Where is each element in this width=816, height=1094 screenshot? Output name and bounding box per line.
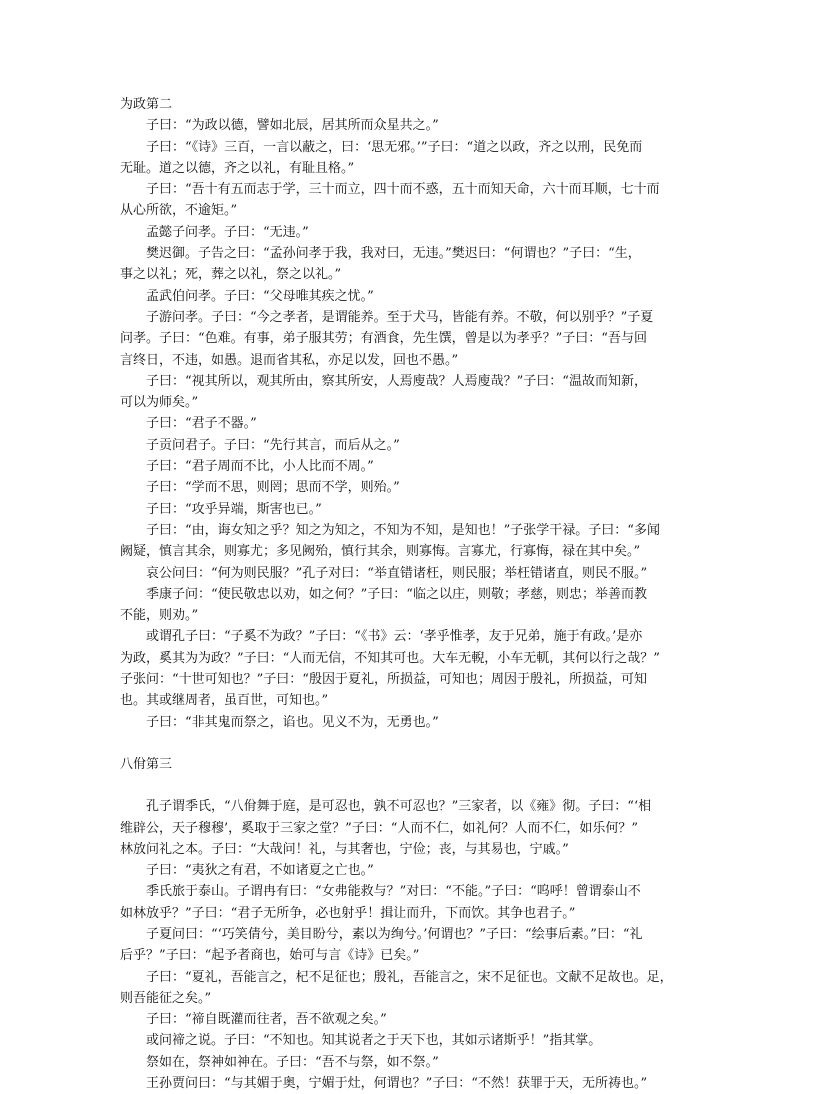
text-line: 子曰：“吾十有五而志于学，三十而立，四十而不惑，五十而知天命，六十而耳顺，七十而 bbox=[146, 182, 660, 198]
text-line: 后乎？”子曰：“起予者商也，始可与言《诗》已矣。” bbox=[120, 948, 420, 964]
text-line: 问孝。子曰：“色难。有事，弟子服其劳；有酒食，先生馔，曾是以为孝乎？”子曰：“吾与回 bbox=[120, 331, 647, 347]
text-line: 孟懿子问孝。子曰：“无违。” bbox=[146, 224, 309, 240]
text-line: 如林放乎？”子曰：“君子无所争，必也射乎！揖让而升，下而饮。其争也君子。” bbox=[120, 905, 576, 921]
text-line: 子曰：“为政以德，譬如北辰，居其所而众星共之。” bbox=[146, 118, 439, 134]
text-line: 祭如在，祭神如神在。子曰：“吾不与祭，如不祭。” bbox=[146, 1054, 439, 1070]
text-line: 维辟公，天子穆穆’，奚取于三家之堂？”子曰：“人而不仁，如礼何？人而不仁，如乐何？” bbox=[120, 820, 639, 836]
text-line: 从心所欲，不逾矩。” bbox=[120, 203, 238, 219]
text-line: 子夏问曰：“‘巧笑倩兮，美目盼兮，素以为绚兮。’何谓也？”子曰：“绘事后素。”曰：“礼 bbox=[146, 926, 643, 942]
section-gap bbox=[120, 733, 720, 754]
text-line: 子曰：“攻乎异端，斯害也已。” bbox=[146, 501, 322, 517]
chapter-title: 为政第二 bbox=[120, 97, 173, 112]
text-line: 子曰：“夏礼，吾能言之，杞不足征也；殷礼，吾能言之，宋不足征也。文献不足故也。足， bbox=[146, 969, 673, 985]
text-line: 子曰：“由，诲女知之乎？知之为知之，不知为不知，是知也！”子张学干禄。子曰：“多闻 bbox=[146, 522, 660, 538]
text-line: 王孙贾问曰：“与其媚于奥，宁媚于灶，何谓也？”子曰：“不然！获罪于天，无所祷也。” bbox=[146, 1076, 648, 1092]
text-line: 或谓孔子曰：“子奚不为政？”子曰：“《书》云：‘孝乎惟孝，友于兄弟，施于有政。’是亦 bbox=[146, 629, 643, 645]
text-line: 无耻。道之以德，齐之以礼，有耻且格。” bbox=[120, 160, 355, 176]
text-line: 子曰：“君子不器。” bbox=[146, 416, 257, 432]
text-line: 子曰：“视其所以，观其所由，察其所安，人焉廋哉？人焉廋哉？”子曰：“温故而知新， bbox=[146, 373, 647, 389]
chapter-body bbox=[120, 796, 720, 1094]
text-line: 孔子谓季氏，“八佾舞于庭，是可忍也，孰不可忍也？”三家者，以《雍》彻。子曰：“‘相 bbox=[146, 799, 652, 815]
text-line: 季氏旅于泰山。子谓冉有曰：“女弗能救与？”对曰：“不能。”子曰：“呜呼！曾谓泰山不 bbox=[146, 884, 641, 900]
text-line: 子曰：“非其鬼而祭之，谄也。见义不为，无勇也。” bbox=[146, 714, 439, 730]
text-line: 也。其或继周者，虽百世，可知也。” bbox=[120, 693, 329, 709]
text-line: 可以为师矣。” bbox=[120, 395, 199, 411]
chapter-body bbox=[120, 115, 720, 733]
text-line: 子曰：“禘自既灌而往者，吾不欲观之矣。” bbox=[146, 1012, 387, 1028]
text-line: 哀公问曰：“何为则民服？”孔子对曰：“举直错诸枉，则民服；举枉错诸直，则民不服。” bbox=[146, 565, 648, 581]
text-line: 不能，则劝。” bbox=[120, 608, 199, 624]
text-line: 言终日，不违，如愚。退而省其私，亦足以发，回也不愚。” bbox=[120, 352, 459, 368]
text-line: 林放问礼之本。子曰：“大哉问！礼，与其奢也，宁俭；丧，与其易也，宁戚。” bbox=[120, 841, 569, 857]
text-line: 子游问孝。子曰：“今之孝者，是谓能养。至于犬马，皆能有养。不敬，何以别乎？”子夏 bbox=[146, 309, 654, 325]
text-line: 樊迟御。子告之曰：“孟孙问孝于我，我对曰，无违。”樊迟曰：“何谓也？”子曰：“生， bbox=[146, 246, 641, 262]
text-line: 则吾能征之矣。” bbox=[120, 990, 212, 1006]
text-line: 子曰：“夷狄之有君，不如诸夏之亡也。” bbox=[146, 863, 374, 879]
text-line: 子曰：“君子周而不比，小人比而不周。” bbox=[146, 459, 374, 475]
chapter-title: 八佾第三 bbox=[120, 756, 173, 772]
text-line: 为政，奚其为为政？”子曰：“人而无信，不知其可也。大车无輗，小车无軏，其何以行之哉？” bbox=[120, 650, 660, 666]
text-line: 子张问：“十世可知也？”子曰：“殷因于夏礼，所损益，可知也；周因于殷礼，所损益，可知 bbox=[120, 672, 647, 688]
text-line: 子曰：“学而不思，则罔；思而不学，则殆。” bbox=[146, 480, 400, 496]
text-line: 或问禘之说。子曰：“不知也。知其说者之于天下也，其如示诸斯乎！”指其掌。 bbox=[146, 1033, 602, 1049]
text-line: 子贡问君子。子曰：“先行其言，而后从之。” bbox=[146, 437, 400, 453]
text-line: 事之以礼；死，葬之以礼，祭之以礼。” bbox=[120, 267, 342, 283]
text-line: 子曰：“《诗》三百，一言以蔽之，曰：‘思无邪。’”子曰：“道之以政，齐之以刑，民免而 bbox=[146, 139, 643, 155]
section-gap bbox=[120, 775, 720, 796]
text-line: 季康子问：“使民敬忠以劝，如之何？”子曰：“临之以庄，则敬；孝慈，则忠；举善而教 bbox=[146, 586, 647, 602]
text-line: 孟武伯问孝。子曰：“父母唯其疾之忧。” bbox=[146, 288, 374, 304]
text-line: 阙疑，慎言其余，则寡尤；多见阙殆，慎行其余，则寡悔。言寡尤，行寡悔，禄在其中矣。” bbox=[120, 544, 641, 560]
